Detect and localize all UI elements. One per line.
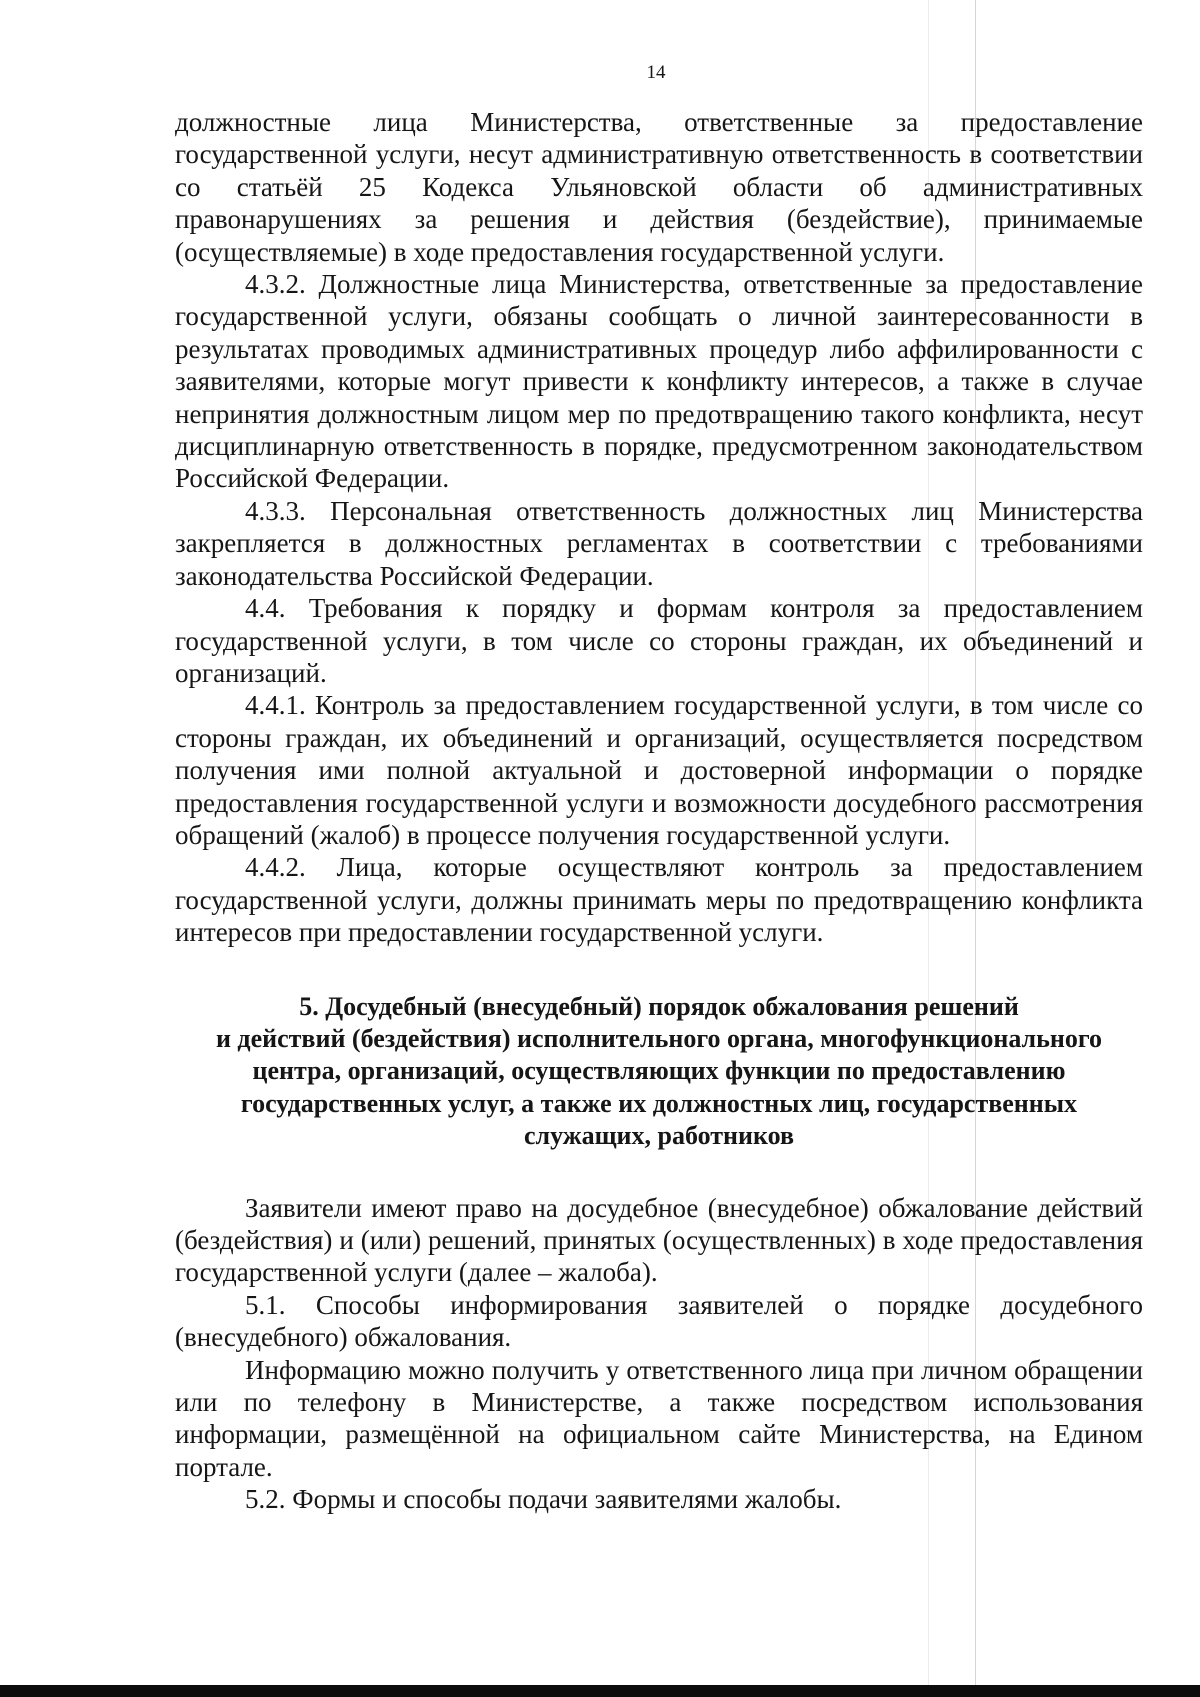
heading-line: служащих, работников [523,1121,795,1151]
paragraph: должностные лица Министерства, ответственные за предоставление государственной услуги, несут административную ответственность в соответствии со статьёй 25 Кодекса Ульяновской области об административных правонарушениях за решения и действия (бездействие), принимаемые (осуществляемые) в ходе предоставления государственной услуги. [175,107,1143,267]
paragraph-4-3-2: 4.3.2. Должностные лица Министерства, ответственные за предоставление государственной услуги, обязаны сообщать о личной заинтересованности в результатах проводимых административных процедур либо аффилированности с заявителями, которые могут привести к конфликту интересов, а также в случае непринятия должностным лицом мер по предотвращению такого конфликта, несут дисциплинарную ответственность в порядке, предусмотренном законодательством Российской Федерации. [175,269,1143,494]
paragraph-5-1: 5.1. Способы информирования заявителей о порядке досудебного (внесудебного) обжалования. [175,1289,1143,1353]
paragraph-4-4-2: 4.4.2. Лица, которые осуществляют контроль за предоставлением государственной услуги, должны принимать меры по предотвращению конфликта интересов при предоставлении государственной услуги. [175,852,1143,948]
page-number: 14 [646,62,666,83]
paragraph-appeal-right: Заявители имеют право на досудебное (внесудебное) обжалование действий (бездействия) и (или) решений, принятых (осуществленных) в ходе предоставления государственной услуги (далее – жалоба). [175,1192,1143,1288]
heading-line: 5. Досудебный (внесудебный) порядок обжалования решений [299,991,1019,1021]
document-body [175,106,1143,1516]
heading-line: и действий (бездействия) исполнительного органа, многофункционального [215,1023,1103,1053]
paragraph-4-3-3: 4.3.3. Персональная ответственность должностных лиц Министерства закрепляется в должностных регламентах в соответствии с требованиями законодательства Российской Федерации. [175,495,1143,591]
scan-border [0,1685,1200,1697]
paragraph-5-2: 5.2. Формы и способы подачи заявителями жалобы. [245,1484,842,1515]
section-5-heading [175,991,1143,1153]
paragraph-info-sources: Информацию можно получить у ответственного лица при личном обращении или по телефону в Министерстве, а также посредством использования информации, размещённой на официальном сайте Министерства, на Едином портале. [175,1354,1143,1482]
paragraph-4-4: 4.4. Требования к порядку и формам контроля за предоставлением государственной услуги, в том числе со стороны граждан, их объединений и организаций. [175,593,1143,688]
heading-line: государственных услуг, а также их должностных лиц, государственных [240,1088,1078,1118]
heading-line: центра, организаций, осуществляющих функции по предоставлению [252,1056,1066,1086]
paragraph-4-4-1: 4.4.1. Контроль за предоставлением государственной услуги, в том числе со стороны граждан, их объединений и организаций, осуществляется посредством получения ими полной актуальной и достоверной информации о порядке предоставления государственной услуги и возможности досудебного рассмотрения обращений (жалоб) в процессе получения государственной услуги. [175,690,1143,850]
